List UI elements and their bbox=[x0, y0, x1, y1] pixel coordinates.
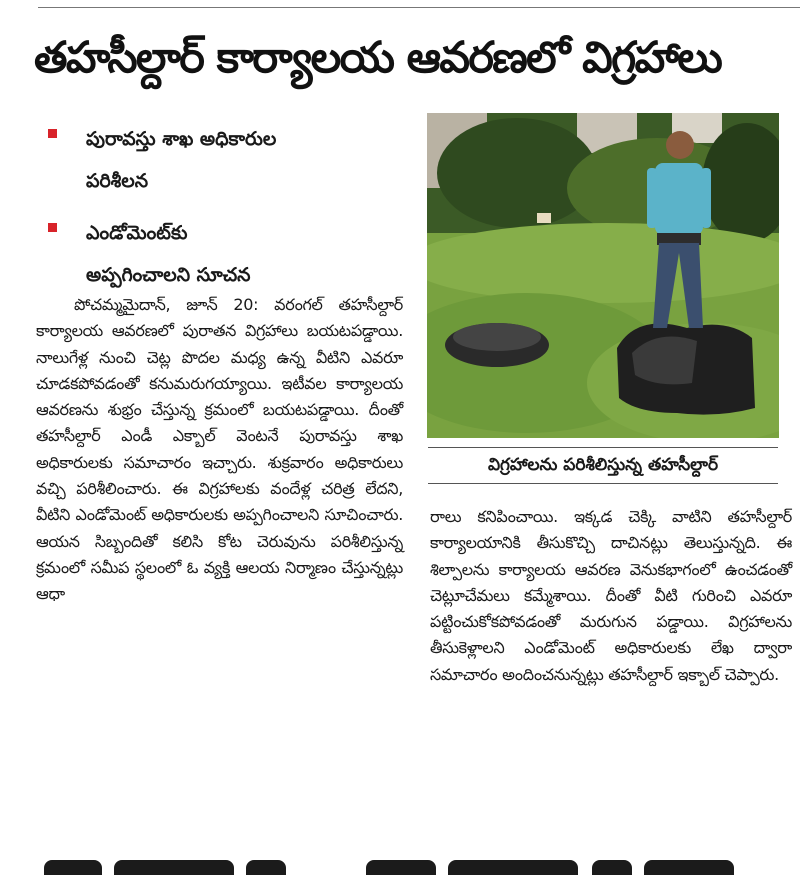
highlight-item bbox=[44, 118, 394, 202]
glyph-fragment bbox=[44, 860, 102, 875]
article-body-right: రాలు కనిపించాయి. ఇక్కడ చెక్కి వాటిని తహసీల్దార్ కార్యాలయానికి తీసుకొచ్చి దాచినట్లు తెలుస్తున్నది. ఈ శిల్పాలను కార్యాలయ ఆవరణ వెనుకభాగంలో ఉంచడంతో చెట్లూచేమలు కమ్మేశాయి. దీంతో వీటి గురించి ఎవరూ పట్టించుకోకపోవడంతో మరుగున పడ్డాయి. విగ్రహాలను తీసుకెళ్లాలని ఎండోమెంట్ అధికారులకు లేఖ ద్వారా సమాచారం అందించనున్నట్లు తహసీల్దార్ ఇక్బాల్ చెప్పారు. bbox=[430, 507, 792, 684]
highlight-item bbox=[44, 212, 394, 296]
glyph-fragment bbox=[644, 860, 734, 875]
glyph-fragment bbox=[592, 860, 632, 875]
article-body-left: పోచమ్మమైదాన్, జూన్ 20: వరంగల్ తహసీల్దార్ కార్యాలయ ఆవరణలో పురాతన విగ్రహాలు బయటపడ్డాయి. నాలుగేళ్ల నుంచి చెట్ల పొదల మధ్య ఉన్న వీటిని ఎవరూ చూడకపోవడంతో కనుమరుగయ్యాయి. ఇటీవల కార్యాలయ ఆవరణను శుభ్రం చేస్తున్న క్రమంలో బయటపడ్డాయి. దీంతో తహసీల్దార్ ఎండీ ఎక్బాల్ వెంటనే పురావస్తు శాఖ అధికారులకు సమాచారం ఇచ్చారు. శుక్రవారం అధికారులు వచ్చి పరిశీలించారు. ఈ విగ్రహాలకు వందేళ్ల చరిత్ర లేదని, వీటిని ఎండోమెంట్ అధికారులకు అప్పగించాలని సూచించారు. ఆయన సిబ్బందితో కలిసి కోట చెరువును పరిశీలిస్తున్న క్రమంలో సమీప స్థలంలో ఓ వ్యక్తి ఆలయ నిర్మాణం చేస్తున్నట్లు ఆధా bbox=[36, 295, 403, 604]
highlight-line: పురావస్తు శాఖ అధికారుల bbox=[86, 128, 277, 150]
bullet-icon bbox=[48, 223, 57, 232]
top-rule bbox=[38, 7, 800, 8]
news-photo bbox=[427, 113, 779, 438]
highlight-line: అప్పగించాలని సూచన bbox=[86, 264, 251, 286]
caption-rule bbox=[428, 483, 778, 484]
bullet-icon bbox=[48, 129, 57, 138]
headline: తహసీల్దార్ కార్యాలయ ఆవరణలో విగ్రహాలు bbox=[34, 33, 722, 83]
glyph-fragment bbox=[114, 860, 234, 875]
glyph-fragment bbox=[366, 860, 436, 875]
next-headline-cropped bbox=[36, 850, 800, 875]
highlight-line: ఎండోమెంట్‌కు bbox=[86, 222, 188, 244]
glyph-fragment bbox=[448, 860, 578, 875]
photo-caption: విగ్రహాలను పరిశీలిస్తున్న తహసీల్దార్ bbox=[487, 455, 719, 475]
highlights bbox=[44, 118, 394, 306]
glyph-fragment bbox=[246, 860, 286, 875]
photo-illustration bbox=[427, 113, 779, 438]
highlight-line: పరిశీలన bbox=[86, 170, 149, 192]
